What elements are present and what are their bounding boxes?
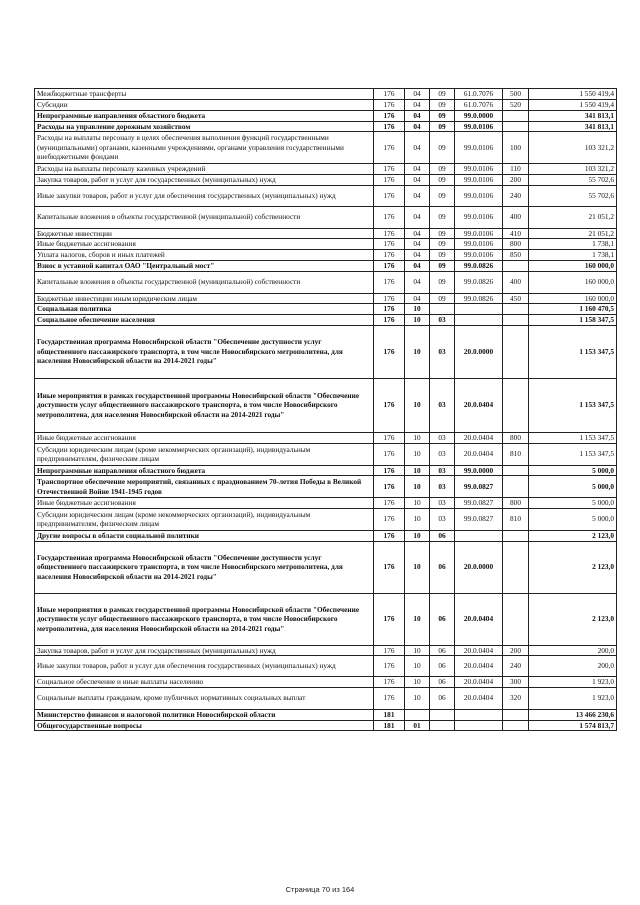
cell-subsection: 06 — [430, 687, 455, 709]
cell-name: Иные мероприятия в рамках государственной программы Новосибирской области "Обеспечение доступности услуг общественного пассажирского транспорта, в том числе Новосибирского метрополитена, для населения Новосибирской области на 2014-2021 годы" — [35, 593, 374, 645]
table-row — [35, 656, 617, 677]
cell-amount: 5 000,0 — [529, 508, 617, 530]
cell-target-article: 99.0.0827 — [455, 508, 503, 530]
table-row — [35, 164, 617, 175]
table-row — [35, 677, 617, 688]
cell-amount: 103 321,2 — [529, 132, 617, 164]
cell-amount: 1 923,0 — [529, 687, 617, 709]
cell-amount: 1 738,1 — [529, 250, 617, 261]
page-number-label: Страница 70 из 164 — [285, 885, 355, 894]
table-row — [35, 174, 617, 185]
cell-grbs: 176 — [374, 645, 405, 656]
cell-grbs: 176 — [374, 687, 405, 709]
cell-name: Министерство финансов и налоговой политики Новосибирской области — [35, 709, 374, 720]
table-row — [35, 228, 617, 239]
cell-target-article: 99.0.0106 — [455, 206, 503, 228]
cell-grbs: 176 — [374, 206, 405, 228]
cell-subsection: 03 — [430, 314, 455, 325]
cell-name: Субсидии юридическим лицам (кроме некоммерческих организаций), индивидуальным предпринимателям, физическим лицам — [35, 443, 374, 465]
cell-expense-type: 320 — [503, 687, 529, 709]
cell-target-article: 99.0.0000 — [455, 465, 503, 476]
cell-amount: 160 000,0 — [529, 271, 617, 293]
cell-name: Иные закупки товаров, работ и услуг для обеспечения государственных (муниципальных) нужд — [35, 185, 374, 206]
cell-grbs: 176 — [374, 530, 405, 541]
cell-grbs: 176 — [374, 656, 405, 677]
cell-subsection: 09 — [430, 239, 455, 250]
cell-name: Капитальные вложения в объекты государственной (муниципальной) собственности — [35, 271, 374, 293]
cell-name: Социальное обеспечение и иные выплаты населению — [35, 677, 374, 688]
cell-subsection: 03 — [430, 443, 455, 465]
cell-target-article — [455, 709, 503, 720]
cell-amount: 160 000,0 — [529, 293, 617, 304]
cell-grbs: 176 — [374, 174, 405, 185]
cell-name: Непрограммные направления областного бюджета — [35, 465, 374, 476]
cell-subsection: 06 — [430, 593, 455, 645]
cell-name: Социальное обеспечение населения — [35, 314, 374, 325]
cell-target-article: 20.0.0000 — [455, 541, 503, 593]
cell-expense-type: 410 — [503, 228, 529, 239]
cell-target-article: 20.0.0404 — [455, 687, 503, 709]
cell-expense-type: 110 — [503, 164, 529, 175]
cell-section: 04 — [405, 271, 430, 293]
cell-subsection: 09 — [430, 110, 455, 121]
cell-amount: 1 153 347,5 — [529, 378, 617, 432]
cell-name: Межбюджетные трансферты — [35, 89, 374, 100]
cell-grbs: 176 — [374, 164, 405, 175]
cell-expense-type: 800 — [503, 239, 529, 250]
table-row — [35, 443, 617, 465]
cell-section: 10 — [405, 314, 430, 325]
cell-name: Расходы на управление дорожным хозяйством — [35, 121, 374, 132]
cell-grbs: 176 — [374, 121, 405, 132]
cell-grbs: 176 — [374, 593, 405, 645]
cell-target-article: 20.0.0404 — [455, 432, 503, 443]
cell-subsection: 03 — [430, 476, 455, 498]
table-row — [35, 250, 617, 261]
cell-amount: 1 574 813,7 — [529, 720, 617, 731]
cell-expense-type — [503, 304, 529, 315]
table-body — [35, 89, 617, 731]
cell-target-article: 99.0.0106 — [455, 228, 503, 239]
table-row — [35, 271, 617, 293]
cell-section: 04 — [405, 260, 430, 271]
cell-expense-type — [503, 260, 529, 271]
cell-target-article — [455, 304, 503, 315]
cell-amount: 1 923,0 — [529, 677, 617, 688]
cell-target-article: 99.0.0826 — [455, 293, 503, 304]
cell-subsection: 09 — [430, 185, 455, 206]
cell-name: Субсидии — [35, 100, 374, 111]
cell-grbs: 176 — [374, 508, 405, 530]
cell-subsection: 09 — [430, 132, 455, 164]
cell-name: Непрограммные направления областного бюджета — [35, 110, 374, 121]
cell-section — [405, 709, 430, 720]
cell-subsection: 09 — [430, 121, 455, 132]
cell-name: Бюджетные инвестиции — [35, 228, 374, 239]
cell-grbs: 176 — [374, 443, 405, 465]
cell-target-article: 20.0.0404 — [455, 443, 503, 465]
cell-grbs: 176 — [374, 293, 405, 304]
cell-section: 04 — [405, 228, 430, 239]
cell-name: Расходы на выплаты персоналу в целях обеспечения выполнения функций государственными (муниципальными) органами, казенными учреждениями, органами управления государственными внебюджетными фондами — [35, 132, 374, 164]
cell-amount: 1 153 347,5 — [529, 443, 617, 465]
table-row — [35, 325, 617, 378]
cell-section: 10 — [405, 443, 430, 465]
cell-expense-type: 500 — [503, 89, 529, 100]
cell-expense-type — [503, 720, 529, 731]
cell-section: 04 — [405, 174, 430, 185]
cell-expense-type — [503, 465, 529, 476]
table-row — [35, 314, 617, 325]
cell-subsection: 09 — [430, 250, 455, 261]
cell-amount: 2 123,0 — [529, 593, 617, 645]
cell-expense-type — [503, 110, 529, 121]
cell-amount: 200,0 — [529, 645, 617, 656]
cell-amount: 5 000,0 — [529, 498, 617, 509]
cell-target-article: 99.0.0106 — [455, 239, 503, 250]
budget-table — [34, 88, 617, 731]
cell-section: 04 — [405, 185, 430, 206]
table-row — [35, 293, 617, 304]
cell-grbs: 176 — [374, 185, 405, 206]
cell-section: 04 — [405, 132, 430, 164]
cell-subsection: 06 — [430, 656, 455, 677]
cell-section: 10 — [405, 325, 430, 378]
cell-expense-type — [503, 541, 529, 593]
cell-name: Иные бюджетные ассигнования — [35, 498, 374, 509]
cell-name: Социальные выплаты гражданам, кроме публичных нормативных социальных выплат — [35, 687, 374, 709]
cell-target-article: 99.0.0106 — [455, 250, 503, 261]
cell-target-article — [455, 720, 503, 731]
cell-name: Иные мероприятия в рамках государственной программы Новосибирской области "Обеспечение доступности услуг общественного пассажирского транспорта, в том числе Новосибирского метрополитена, для населения Новосибирской области на 2014-2021 годы" — [35, 378, 374, 432]
cell-section: 04 — [405, 206, 430, 228]
cell-section: 04 — [405, 100, 430, 111]
cell-grbs: 176 — [374, 378, 405, 432]
cell-target-article: 20.0.0404 — [455, 656, 503, 677]
cell-amount: 21 051,2 — [529, 228, 617, 239]
table-row — [35, 239, 617, 250]
cell-expense-type: 400 — [503, 271, 529, 293]
cell-grbs: 176 — [374, 110, 405, 121]
cell-subsection — [430, 304, 455, 315]
cell-amount: 200,0 — [529, 656, 617, 677]
cell-section: 10 — [405, 378, 430, 432]
cell-amount: 55 702,6 — [529, 185, 617, 206]
cell-grbs: 176 — [374, 239, 405, 250]
table-row — [35, 476, 617, 498]
table-row — [35, 593, 617, 645]
cell-expense-type — [503, 530, 529, 541]
cell-expense-type — [503, 378, 529, 432]
cell-subsection: 09 — [430, 89, 455, 100]
cell-name: Транспортное обеспечение мероприятий, связанных с празднованием 70-летия Победы в Великой Отечественной Войне 1941-1945 годов — [35, 476, 374, 498]
cell-section: 04 — [405, 293, 430, 304]
cell-section: 10 — [405, 530, 430, 541]
cell-target-article: 20.0.0404 — [455, 378, 503, 432]
cell-target-article: 99.0.0106 — [455, 185, 503, 206]
table-row — [35, 709, 617, 720]
cell-section: 04 — [405, 89, 430, 100]
cell-subsection: 03 — [430, 378, 455, 432]
cell-name: Взнос в уставной капитал ОАО "Центральный мост" — [35, 260, 374, 271]
cell-target-article: 99.0.0827 — [455, 498, 503, 509]
cell-target-article: 99.0.0106 — [455, 174, 503, 185]
cell-subsection: 03 — [430, 325, 455, 378]
cell-target-article: 99.0.0106 — [455, 132, 503, 164]
cell-amount: 21 051,2 — [529, 206, 617, 228]
cell-amount: 13 466 230,6 — [529, 709, 617, 720]
table-row — [35, 530, 617, 541]
cell-expense-type: 800 — [503, 432, 529, 443]
cell-target-article: 20.0.0404 — [455, 593, 503, 645]
cell-amount: 1 550 419,4 — [529, 89, 617, 100]
cell-target-article — [455, 314, 503, 325]
cell-section: 04 — [405, 250, 430, 261]
cell-amount: 1 160 470,5 — [529, 304, 617, 315]
cell-amount: 341 813,1 — [529, 121, 617, 132]
cell-section: 10 — [405, 498, 430, 509]
cell-name: Общегосударственные вопросы — [35, 720, 374, 731]
cell-expense-type — [503, 314, 529, 325]
cell-section: 04 — [405, 121, 430, 132]
cell-section: 10 — [405, 687, 430, 709]
cell-section: 04 — [405, 239, 430, 250]
table-row — [35, 498, 617, 509]
cell-expense-type: 810 — [503, 508, 529, 530]
cell-subsection: 03 — [430, 498, 455, 509]
cell-expense-type: 850 — [503, 250, 529, 261]
cell-expense-type — [503, 593, 529, 645]
cell-subsection: 09 — [430, 293, 455, 304]
cell-expense-type: 400 — [503, 206, 529, 228]
page-footer — [0, 885, 640, 894]
cell-subsection: 09 — [430, 174, 455, 185]
cell-grbs: 176 — [374, 498, 405, 509]
cell-name: Уплата налогов, сборов и иных платежей — [35, 250, 374, 261]
cell-expense-type: 200 — [503, 174, 529, 185]
cell-section: 10 — [405, 645, 430, 656]
table-row — [35, 378, 617, 432]
table-row — [35, 687, 617, 709]
cell-name: Иные бюджетные ассигнования — [35, 239, 374, 250]
cell-amount: 5 000,0 — [529, 476, 617, 498]
cell-subsection: 09 — [430, 164, 455, 175]
cell-subsection: 03 — [430, 508, 455, 530]
cell-amount: 2 123,0 — [529, 541, 617, 593]
cell-grbs: 176 — [374, 476, 405, 498]
cell-expense-type: 100 — [503, 132, 529, 164]
cell-section: 01 — [405, 720, 430, 731]
table-row — [35, 206, 617, 228]
cell-target-article: 20.0.0000 — [455, 325, 503, 378]
cell-subsection: 06 — [430, 677, 455, 688]
table-row — [35, 541, 617, 593]
cell-subsection: 03 — [430, 432, 455, 443]
cell-target-article — [455, 530, 503, 541]
cell-amount: 103 321,2 — [529, 164, 617, 175]
cell-grbs: 176 — [374, 260, 405, 271]
cell-amount: 5 000,0 — [529, 465, 617, 476]
cell-target-article: 99.0.0827 — [455, 476, 503, 498]
cell-expense-type: 520 — [503, 100, 529, 111]
table-row — [35, 645, 617, 656]
cell-target-article: 61.0.7076 — [455, 89, 503, 100]
cell-subsection: 09 — [430, 271, 455, 293]
cell-expense-type — [503, 121, 529, 132]
table-row — [35, 100, 617, 111]
cell-expense-type — [503, 476, 529, 498]
cell-target-article: 99.0.0826 — [455, 271, 503, 293]
cell-subsection: 09 — [430, 228, 455, 239]
cell-expense-type — [503, 325, 529, 378]
cell-subsection: 03 — [430, 465, 455, 476]
cell-name: Закупка товаров, работ и услуг для государственных (муниципальных) нужд — [35, 174, 374, 185]
cell-subsection: 09 — [430, 260, 455, 271]
cell-grbs: 181 — [374, 709, 405, 720]
cell-section: 10 — [405, 304, 430, 315]
cell-expense-type: 300 — [503, 677, 529, 688]
cell-amount: 1 550 419,4 — [529, 100, 617, 111]
cell-grbs: 176 — [374, 677, 405, 688]
cell-target-article: 20.0.0404 — [455, 677, 503, 688]
cell-section: 10 — [405, 593, 430, 645]
cell-section: 10 — [405, 541, 430, 593]
cell-subsection — [430, 709, 455, 720]
cell-name: Иные бюджетные ассигнования — [35, 432, 374, 443]
cell-section: 10 — [405, 465, 430, 476]
cell-expense-type — [503, 709, 529, 720]
cell-grbs: 176 — [374, 465, 405, 476]
table-row — [35, 465, 617, 476]
cell-name: Расходы на выплаты персоналу казенных учреждений — [35, 164, 374, 175]
cell-name: Другие вопросы в области социальной политики — [35, 530, 374, 541]
table-row — [35, 185, 617, 206]
table-row — [35, 432, 617, 443]
cell-expense-type: 200 — [503, 645, 529, 656]
cell-name: Государственная программа Новосибирской области "Обеспечение доступности услуг общественного пассажирского транспорта, в том числе Новосибирского метрополитена, для населения Новосибирской области на 2014-2021 годы" — [35, 541, 374, 593]
cell-grbs: 181 — [374, 720, 405, 731]
cell-subsection: 06 — [430, 541, 455, 593]
cell-name: Субсидии юридическим лицам (кроме некоммерческих организаций), индивидуальным предпринимателям, физическим лицам — [35, 508, 374, 530]
cell-grbs: 176 — [374, 432, 405, 443]
table-row — [35, 89, 617, 100]
table-row — [35, 132, 617, 164]
cell-name: Капитальные вложения в объекты государственной (муниципальной) собственности — [35, 206, 374, 228]
cell-target-article: 99.0.0000 — [455, 110, 503, 121]
cell-amount: 1 158 347,5 — [529, 314, 617, 325]
cell-subsection: 06 — [430, 530, 455, 541]
cell-grbs: 176 — [374, 541, 405, 593]
table-row — [35, 260, 617, 271]
cell-grbs: 176 — [374, 271, 405, 293]
cell-grbs: 176 — [374, 100, 405, 111]
cell-subsection: 09 — [430, 206, 455, 228]
cell-amount: 160 000,0 — [529, 260, 617, 271]
cell-grbs: 176 — [374, 304, 405, 315]
cell-name: Государственная программа Новосибирской области "Обеспечение доступности услуг общественного пассажирского транспорта, в том числе Новосибирского метрополитена, для населения Новосибирской области на 2014-2021 годы" — [35, 325, 374, 378]
cell-name: Бюджетные инвестиции иным юридическим лицам — [35, 293, 374, 304]
cell-expense-type: 240 — [503, 656, 529, 677]
cell-name: Иные закупки товаров, работ и услуг для обеспечения государственных (муниципальных) нужд — [35, 656, 374, 677]
cell-section: 10 — [405, 508, 430, 530]
table-row — [35, 720, 617, 731]
cell-amount: 1 153 347,5 — [529, 432, 617, 443]
cell-amount: 341 813,1 — [529, 110, 617, 121]
cell-section: 10 — [405, 432, 430, 443]
cell-subsection: 09 — [430, 100, 455, 111]
cell-name: Закупка товаров, работ и услуг для государственных (муниципальных) нужд — [35, 645, 374, 656]
cell-subsection — [430, 720, 455, 731]
cell-target-article: 99.0.0106 — [455, 121, 503, 132]
cell-target-article: 20.0.0404 — [455, 645, 503, 656]
cell-expense-type: 810 — [503, 443, 529, 465]
cell-name: Социальная политика — [35, 304, 374, 315]
table-row — [35, 110, 617, 121]
cell-target-article: 99.0.0106 — [455, 164, 503, 175]
cell-subsection: 06 — [430, 645, 455, 656]
cell-grbs: 176 — [374, 89, 405, 100]
table-row — [35, 508, 617, 530]
cell-grbs: 176 — [374, 325, 405, 378]
cell-amount: 1 738,1 — [529, 239, 617, 250]
cell-section: 10 — [405, 476, 430, 498]
cell-section: 10 — [405, 677, 430, 688]
cell-section: 04 — [405, 110, 430, 121]
cell-grbs: 176 — [374, 250, 405, 261]
cell-section: 10 — [405, 656, 430, 677]
cell-expense-type: 450 — [503, 293, 529, 304]
cell-target-article: 61.0.7076 — [455, 100, 503, 111]
cell-expense-type: 240 — [503, 185, 529, 206]
cell-section: 04 — [405, 164, 430, 175]
table-row — [35, 121, 617, 132]
cell-amount: 1 153 347,5 — [529, 325, 617, 378]
cell-amount: 55 702,6 — [529, 174, 617, 185]
cell-grbs: 176 — [374, 228, 405, 239]
cell-amount: 2 123,0 — [529, 530, 617, 541]
cell-expense-type: 800 — [503, 498, 529, 509]
cell-target-article: 99.0.0826 — [455, 260, 503, 271]
cell-grbs: 176 — [374, 314, 405, 325]
table-row — [35, 304, 617, 315]
cell-grbs: 176 — [374, 132, 405, 164]
